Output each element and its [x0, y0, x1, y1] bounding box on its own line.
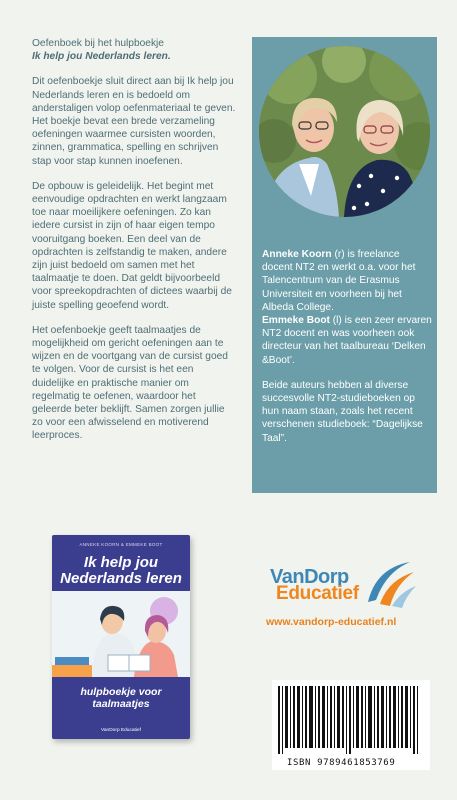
book-illustration [52, 591, 190, 677]
author-photo-image [259, 46, 430, 217]
logo-vandorp: VanDorp [270, 566, 349, 588]
publisher-url: www.vandorp-educatief.nl [266, 616, 397, 628]
description-paragraph-2: De opbouw is geleidelijk. Het begint met eenvoudige opdrachten en werkt langzaam toe naar moeilijkere oefeningen. Zo kan iedere cursist in zijn of haar eigen tempo vooruitgang boeken. Een deel van de opdrachten is zelfstandig te maken, andere zijn juist bedoeld om samen met het taalmaatje te doen. Dat geldt bijvoorbeeld voor spreekopdrachten of dictees waarbij de juiste spelling geoefend wordt. [32, 180, 232, 311]
author-bio-1: Anneke Koorn (r) is freelance docent NT2 en werkt o.a. voor het Talencentrum van de Erasmus Universiteit en voorheen bij het Albeda College. [262, 249, 416, 313]
author-bio-3: Beide auteurs hebben al diverse succesvolle NT2-studieboeken op hun naam staan, zoals het recent verschenen studieboek: “Dagelijkse Taal”. [262, 379, 423, 444]
logo-educatief: Educatief [276, 583, 359, 604]
back-cover-description [32, 37, 237, 455]
intro-line: Oefenboek bij het hulpboekje [32, 38, 164, 49]
description-paragraph-1: Dit oefenboekje sluit direct aan bij Ik help jou Nederlands leren en is bedoeld om anderstaligen volop oefenmateriaal te geven. Het boekje bevat een brede verzameling oefeningen waarmee cursisten woorden, zinnen, grammatica, spelling en schrijven stap voor stap kunnen inoefenen. [32, 76, 236, 167]
description-paragraph-3: Het oefenboekje geeft taalmaatjes de mogelijkheid om gericht oefeningen aan te wijzen en de voortgang van de cursist goed te volgen. Voor de cursist is het een duidelijke en praktische manier om regelmatig te oefenen, waardoor het geleerde beter beklijft. Samen zorgen jullie zo voor een afwisselend en motiverend leerproces. [32, 324, 228, 442]
barcode-icon [272, 680, 430, 756]
barcode [272, 680, 430, 770]
author-bio [262, 248, 432, 445]
isbn-number: ISBN 9789461853769 [287, 758, 396, 768]
author-photo [259, 46, 430, 217]
book-publisher: VanDorp Educatief [101, 728, 141, 733]
author-bio-2: Emmeke Boot (l) is een zeer ervaren NT2 docent en was voorheen ook directeur van het taalbureau ‘Delken &Boot’. [262, 315, 432, 366]
swoosh-icon [362, 556, 418, 612]
intro-book-title: Ik help jou Nederlands leren. [32, 51, 171, 63]
publisher-logo [270, 560, 420, 620]
author-name-emmeke: Emmeke Boot [262, 315, 330, 327]
companion-book-cover [52, 535, 190, 739]
intro-heading [32, 37, 237, 63]
author-panel [252, 37, 437, 493]
book-authors: ANNEKE KOORN & EMMEKE BOOT [79, 542, 163, 547]
author-name-anneke: Anneke Koorn [262, 249, 332, 260]
book-subtitle: hulpboekje voor taalmaatjes [80, 686, 162, 710]
book-title: Ik help jou Nederlands leren [60, 554, 182, 587]
